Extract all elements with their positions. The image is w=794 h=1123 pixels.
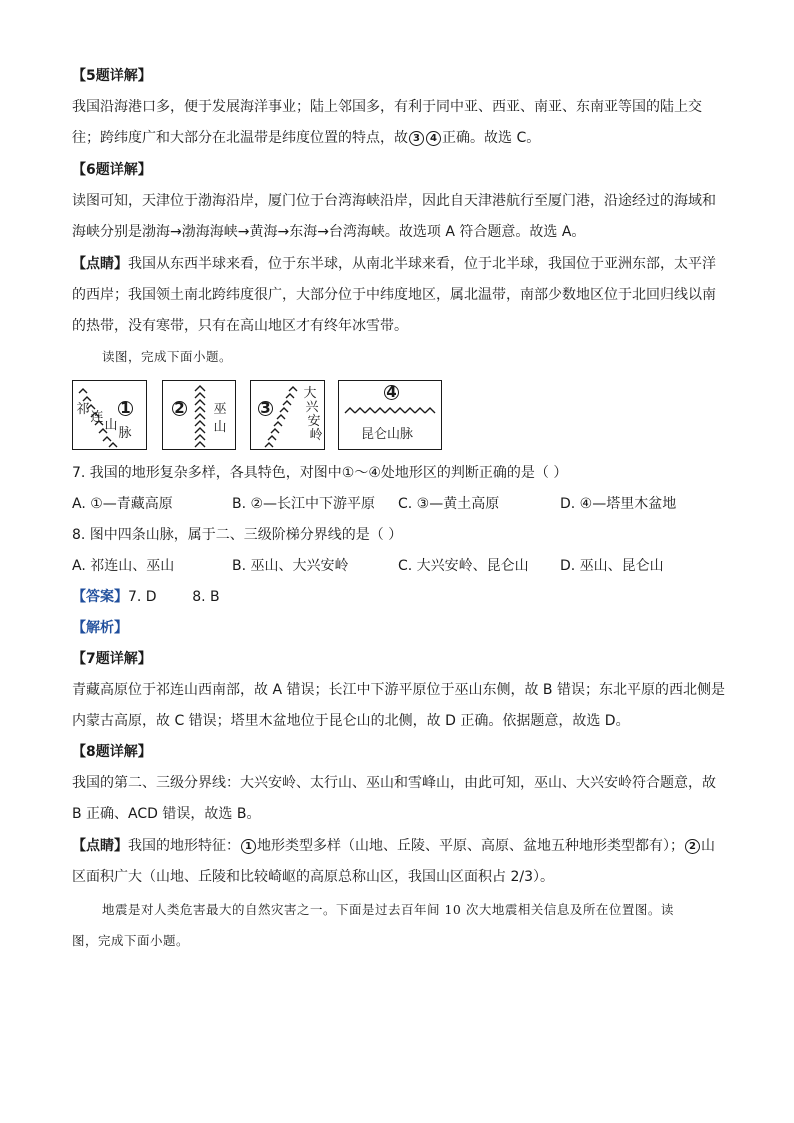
q5-text-line1: 我国沿海港口多，便于发展海洋事业；陆上邻国多，有利于同中亚、西亚、南亚、东南亚等国的陆上交 xyxy=(72,99,702,115)
answer-tag: 【答案】 xyxy=(72,589,128,605)
figure-panel-3 xyxy=(250,380,325,450)
mountain-name-char: 大 xyxy=(303,386,317,401)
q7-detail-line1: 青藏高原位于祁连山西南部，故 A 错误；长江中下游平原位于巫山东侧，故 B 错误；东北平原的西北侧是 xyxy=(72,682,725,698)
analysis-tag: 【解析】 xyxy=(72,620,128,636)
q8-option-b: B. 巫山、大兴安岭 xyxy=(232,558,349,574)
q7-stem: 7. 我国的地形复杂多样，各具特色，对图中①～④处地形区的判断正确的是（ ） xyxy=(72,465,568,481)
figure-panel-4 xyxy=(338,380,442,450)
circled-number: 3 xyxy=(409,131,424,146)
answer-text: 7. D 8. B xyxy=(128,589,220,605)
q7-detail-line2: 内蒙古高原，故 C 错误；塔里木盆地位于昆仑山的北侧，故 D 正确。依据题意，故选 D。 xyxy=(72,713,630,729)
mountain-name: 昆仑山脉 xyxy=(361,427,414,442)
q7-detail-heading: 【7题详解】 xyxy=(72,651,152,667)
point1-line2: 的西岸；我国领土南北跨纬度很广，大部分位于中纬度地区，属北温带，南部少数地区位于北回归线以南 xyxy=(72,287,716,303)
q8-detail-line2: B 正确、ACD 错误，故选 B。 xyxy=(72,806,261,822)
q8-detail-heading: 【8题详解】 xyxy=(72,744,152,760)
mountain-name-char: 连 xyxy=(90,410,104,425)
circled-number: 2 xyxy=(172,401,187,416)
q8-option-a: A. 祁连山、巫山 xyxy=(72,558,175,574)
q7-option-b: B. ②—长江中下游平原 xyxy=(232,496,376,512)
mountain-name-char: 巫 xyxy=(213,402,227,417)
q8-stem: 8. 图中四条山脉，属于二、三级阶梯分界线的是（ ） xyxy=(72,527,403,543)
q6-text-line1: 读图可知，天津位于渤海沿岸，厦门位于台湾海峡沿岸，因此自天津港航行至厦门港，沿途经过的海域和 xyxy=(72,193,716,209)
circled-number: 4 xyxy=(426,131,441,146)
q6-heading: 【6题详解】 xyxy=(72,162,152,178)
circled-number: 1 xyxy=(118,401,133,416)
circled-number: 2 xyxy=(685,839,700,854)
mountain-name-char: 山 xyxy=(104,418,118,433)
q8-detail-line1: 我国的第二、三级分界线：大兴安岭、太行山、巫山和雪峰山，由此可知，巫山、大兴安岭符合题意，故 xyxy=(72,775,716,791)
mountain-name-char: 山 xyxy=(213,420,227,435)
earthquake-intro-line1: 地震是对人类危害最大的自然灾害之一。下面是过去百年间 10 次大地震相关信息及所在位置图。读 xyxy=(102,902,674,917)
q8-option-c: C. 大兴安岭、昆仑山 xyxy=(398,558,529,574)
mountain-name-char: 岭 xyxy=(309,428,323,443)
mountain-name-char: 安 xyxy=(307,414,321,429)
point2-tag: 【点睛】 xyxy=(72,838,128,854)
mountain-name-char: 兴 xyxy=(305,400,319,415)
point1-tag: 【点睛】 xyxy=(72,256,128,272)
q7-option-d: D. ④—塔里木盆地 xyxy=(560,496,677,512)
circled-number: 4 xyxy=(384,385,399,400)
circled-number: 1 xyxy=(241,839,256,854)
figure-panel-1 xyxy=(72,380,147,450)
answer-line xyxy=(72,587,220,607)
q7-option-a: A. ①—青藏高原 xyxy=(72,496,173,512)
q5-text-line2: 往；跨纬度广和大部分在北温带是纬度位置的特点，故 3 4 正确。故选 C。 xyxy=(72,130,541,146)
figure-panel-2 xyxy=(162,380,236,450)
mountain-name-char: 祁 xyxy=(76,402,90,417)
point1-line1: 【点睛】我国从东西半球来看，位于东半球，从南北半球来看，位于北半球，我国位于亚洲东部，太平洋 xyxy=(72,256,716,272)
circled-number: 3 xyxy=(258,401,273,416)
q7-option-c: C. ③—黄土高原 xyxy=(398,496,500,512)
reading-instruction: 读图，完成下面小题。 xyxy=(102,349,233,364)
mountain-name-char: 脉 xyxy=(118,426,132,441)
earthquake-intro-line2: 图，完成下面小题。 xyxy=(72,933,190,948)
q5-heading: 【5题详解】 xyxy=(72,68,152,84)
point2-line2: 区面积广大（山地、丘陵和比较崎岖的高原总称山区，我国山区面积占 2/3）。 xyxy=(72,869,554,885)
point1-line3: 的热带，没有寒带，只有在高山地区才有终年冰雪带。 xyxy=(72,318,408,334)
point2-line1: 【点睛】我国的地形特征： 1 地形类型多样（山地、丘陵、平原、高原、盆地五种地形类型都有）； 2 山 xyxy=(72,838,715,854)
q8-option-d: D. 巫山、昆仑山 xyxy=(560,558,664,574)
q6-text-line2: 海峡分别是渤海→渤海海峡→黄海→东海→台湾海峡。故选项 A 符合题意。故选 A。 xyxy=(72,224,586,240)
